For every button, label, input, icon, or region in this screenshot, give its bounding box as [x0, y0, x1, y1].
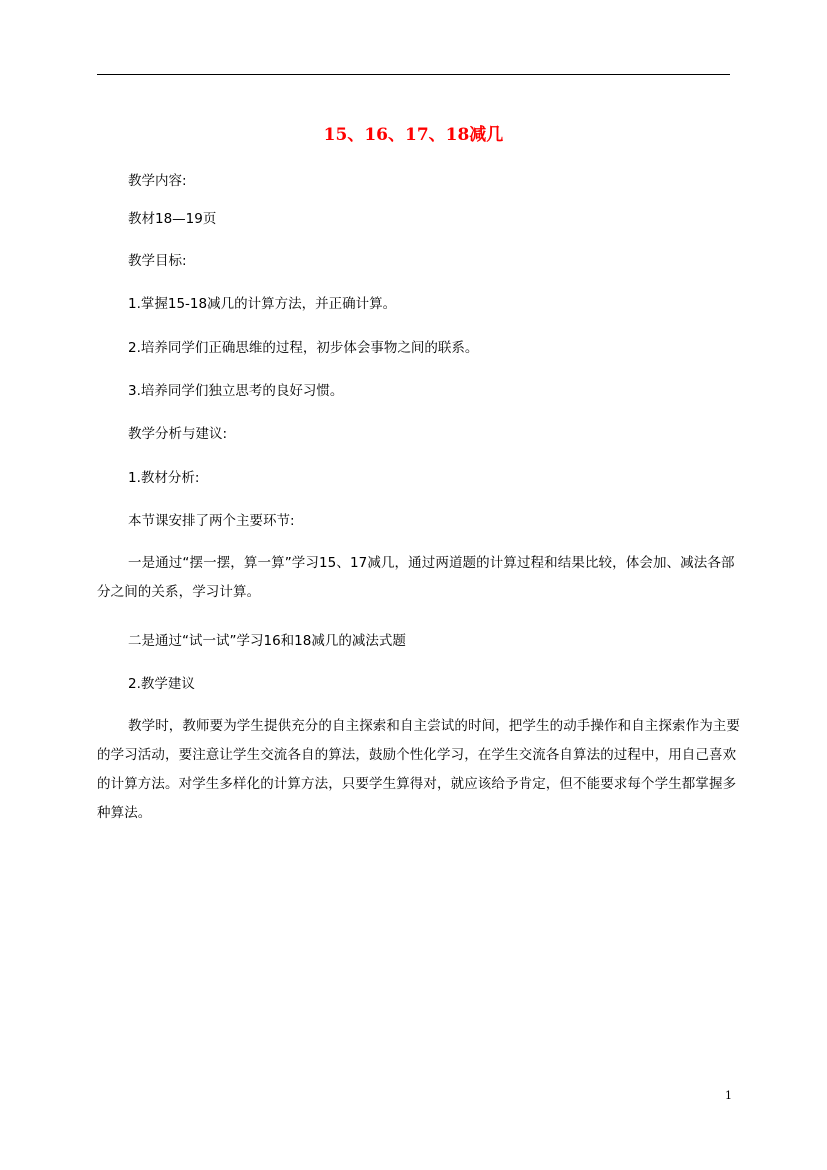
- material-part-2: 二是通过“试一试”学习16和18减几的减法式题: [128, 633, 406, 649]
- subsection-label-suggestions: 2.教学建议: [128, 676, 195, 692]
- section-label-objectives: 教学目标:: [128, 253, 187, 269]
- material-intro: 本节课安排了两个主要环节:: [128, 513, 295, 529]
- content-pages: 教材18—19页: [128, 211, 217, 227]
- objective-item-1: 1.掌握15-18减几的计算方法，并正确计算。: [128, 296, 397, 312]
- section-label-content: 教学内容:: [128, 173, 187, 189]
- document-title: 15、16、17、18减几: [323, 125, 504, 145]
- header-rule: [97, 74, 730, 75]
- section-label-analysis: 教学分析与建议:: [128, 426, 228, 442]
- objective-item-2: 2.培养同学们正确思维的过程，初步体会事物之间的联系。: [128, 340, 479, 356]
- suggestions-body: 教学时，教师要为学生提供充分的自主探索和自主尝试的时间，把学生的动手操作和自主探索作为主要的学习活动，要注意让学生交流各自的算法，鼓励个性化学习，在学生交流各自算法的过程中，用自己喜欢的计算方法。对学生多样化的计算方法，只要学生算得对，就应该给予肯定，但不能要求每个学生都掌握多种算法。: [97, 718, 740, 821]
- objective-item-3: 3.培养同学们独立思考的良好习惯。: [128, 383, 344, 399]
- subsection-label-material: 1.教材分析:: [128, 470, 200, 486]
- material-part-1: 一是通过“摆一摆，算一算”学习15、17减几，通过两道题的计算过程和结果比较，体会加、减法各部分之间的关系，学习计算。: [97, 555, 735, 600]
- page-number: 1: [725, 1089, 732, 1102]
